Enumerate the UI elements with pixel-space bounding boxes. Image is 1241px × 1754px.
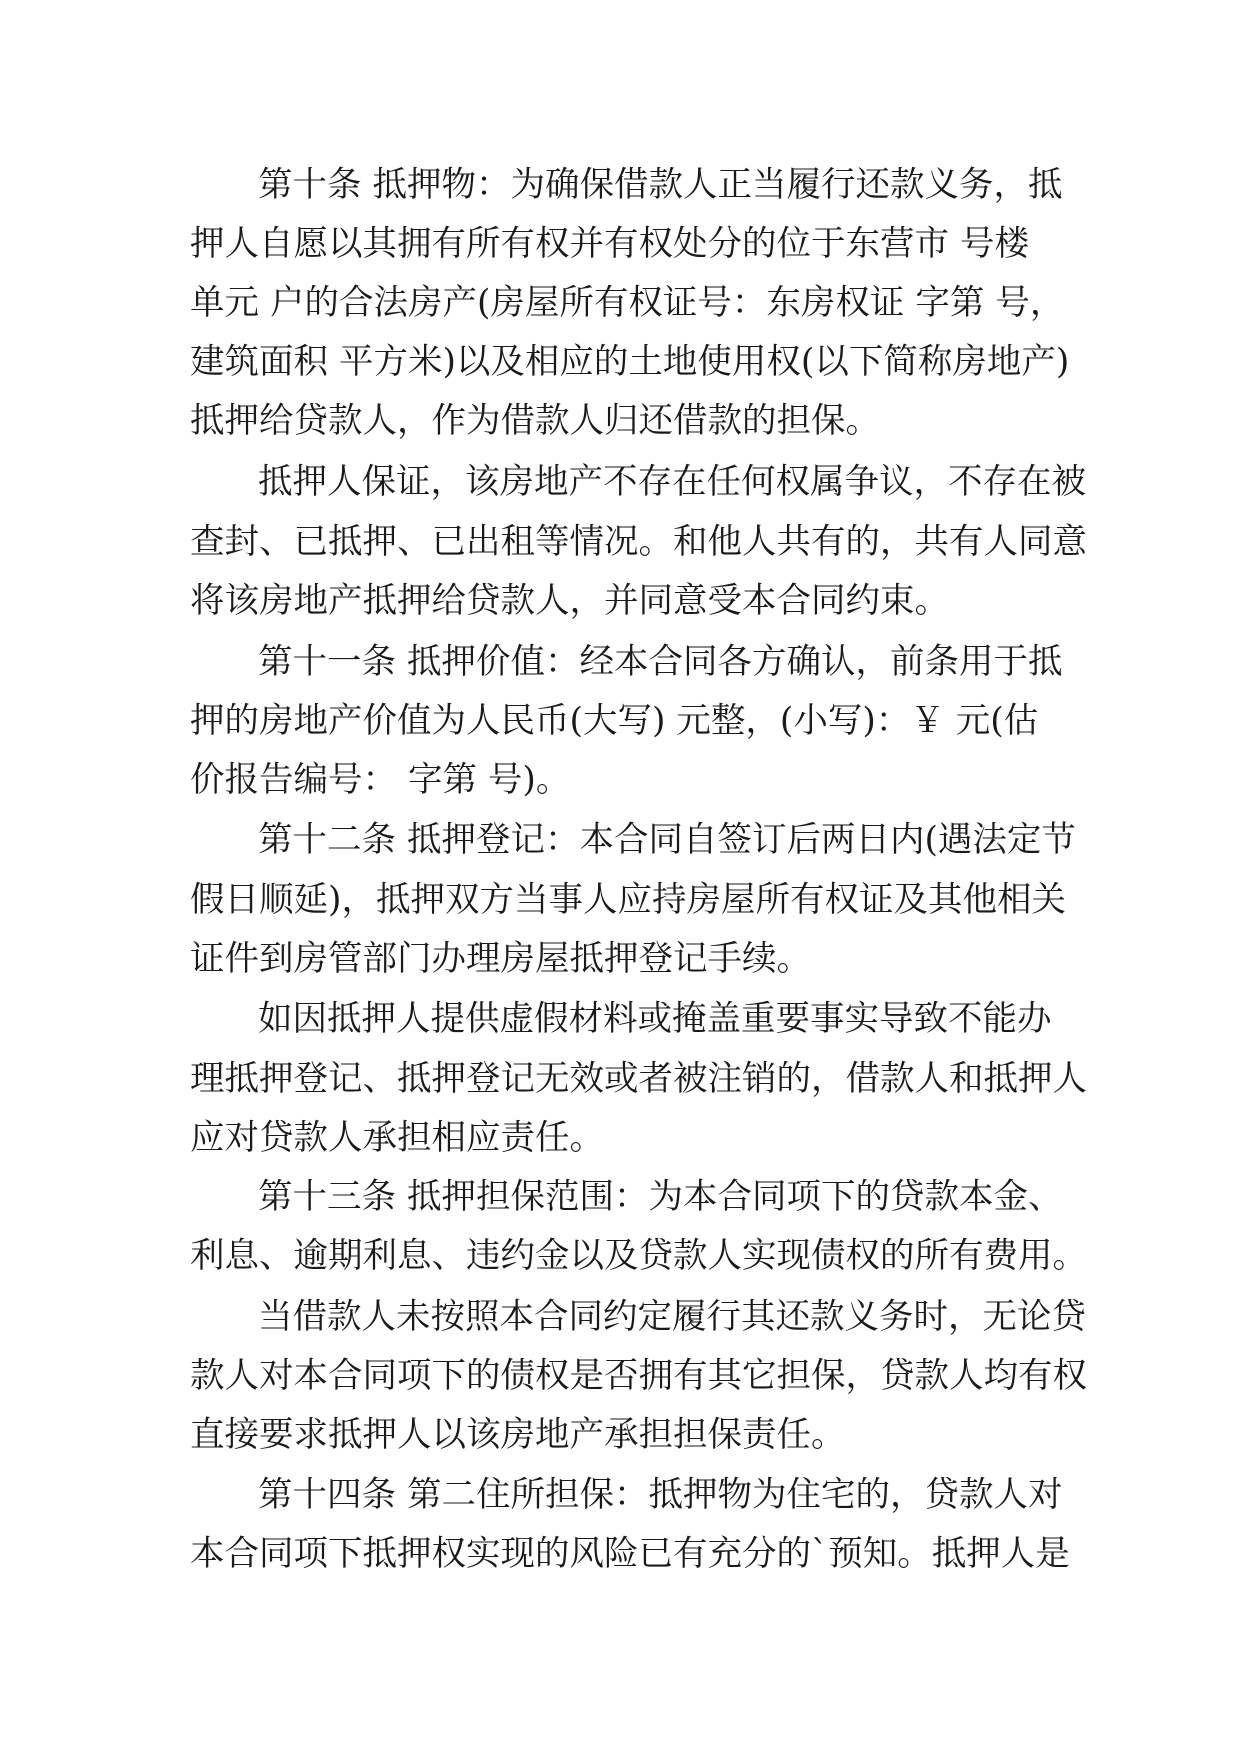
text-line: 第十二条 抵押登记：本合同自签订后两日内(遇法定节 [258, 820, 1076, 860]
text-line: 理抵押登记、抵押登记无效或者被注销的，借款人和抵押人 [190, 1059, 1087, 1099]
text-line: 直接要求抵押人以该房地产承担担保责任。 [190, 1415, 846, 1455]
text-line: 价报告编号： 字第 号)。 [190, 760, 571, 800]
text-line: 押的房地产价值为人民币(大写) 元整，(小写)：￥ 元(估 [190, 701, 1039, 741]
text-line: 应对贷款人承担相应责任。 [190, 1118, 604, 1158]
text-line: 建筑面积 平方米)以及相应的土地使用权(以下简称房地产) [190, 342, 1070, 382]
text-line: 第十四条 第二住所担保：抵押物为住宅的，贷款人对 [258, 1475, 1063, 1515]
text-line: 押人自愿以其拥有所有权并有权处分的位于东营市 号楼 [190, 224, 1029, 264]
text-line: 将该房地产抵押给贷款人，并同意受本合同约束。 [190, 581, 949, 621]
text-line: 第十三条 抵押担保范围：为本合同项下的贷款本金、 [258, 1177, 1063, 1217]
text-line: 查封、已抵押、已出租等情况。和他人共有的，共有人同意 [190, 522, 1087, 562]
text-line: 第十一条 抵押价值：经本合同各方确认，前条用于抵 [258, 642, 1063, 682]
text-line: 第十条 抵押物：为确保借款人正当履行还款义务，抵 [258, 165, 1063, 205]
text-line: 款人对本合同项下的债权是否拥有其它担保，贷款人均有权 [190, 1356, 1087, 1396]
text-line: 证件到房管部门办理房屋抵押登记手续。 [190, 939, 811, 979]
text-line: 当借款人未按照本合同约定履行其还款义务时，无论贷 [258, 1297, 1086, 1337]
text-line: 本合同项下抵押权实现的风险已有充分的`预知。抵押人是 [190, 1534, 1070, 1574]
text-line: 利息、逾期利息、违约金以及贷款人实现债权的所有费用。 [190, 1236, 1087, 1276]
text-line: 如因抵押人提供虚假材料或掩盖重要事实导致不能办 [258, 999, 1052, 1039]
text-line: 抵押给贷款人，作为借款人归还借款的担保。 [190, 401, 880, 441]
text-line: 抵押人保证，该房地产不存在任何权属争议，不存在被 [258, 462, 1086, 502]
text-line: 假日顺延)，抵押双方当事人应持房屋所有权证及其他相关 [190, 880, 1066, 920]
text-line: 单元 户的合法房产(房屋所有权证号：东房权证 字第 号， [190, 283, 1065, 323]
